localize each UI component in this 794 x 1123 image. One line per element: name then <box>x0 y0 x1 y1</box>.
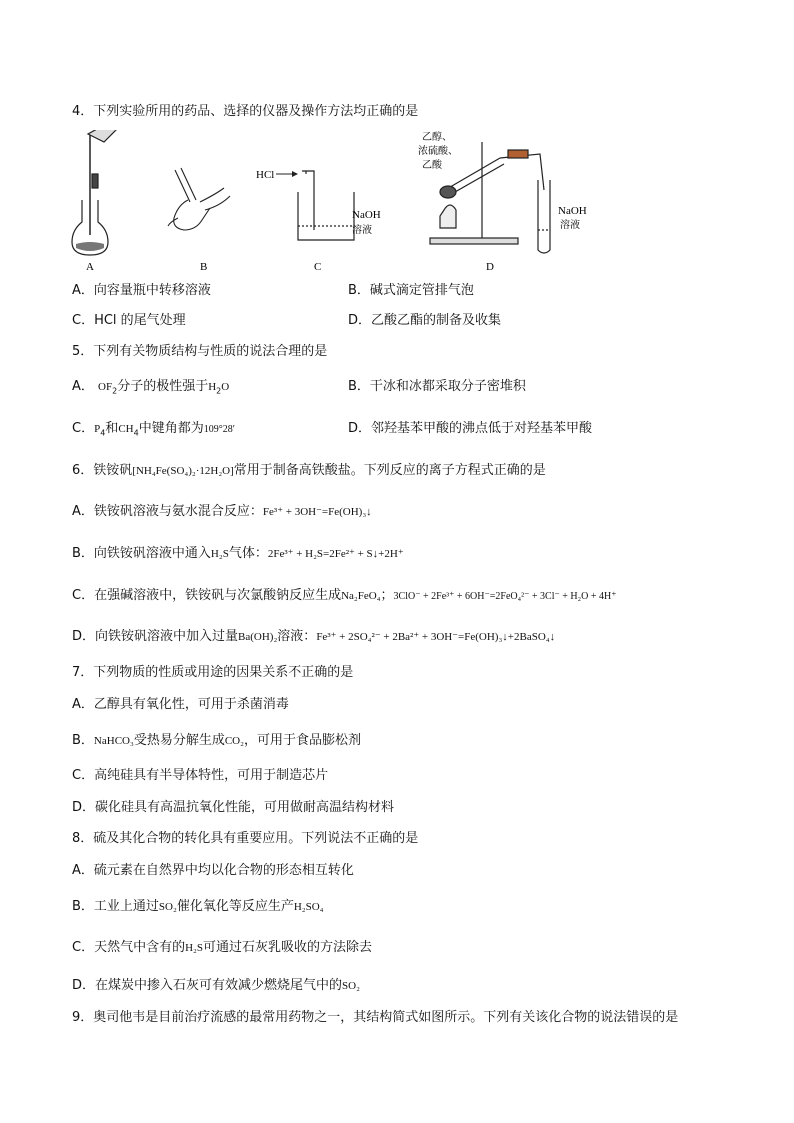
q5-option-b: B．干冰和冰都采取分子密堆积 <box>348 379 526 394</box>
q8-option-c: C．天然气中含有的H₂S可通过石灰乳吸收的方法除去 <box>72 940 372 955</box>
q4-option-a: A．向容量瓶中转移溶液 <box>72 283 211 298</box>
fig-label-d: D <box>486 261 494 273</box>
fig-label-b: B <box>200 261 208 273</box>
fig-d-solution: 溶液 <box>560 220 580 231</box>
volumetric-flask-figure <box>72 130 116 255</box>
distillation-setup-figure <box>430 142 550 253</box>
q4-stem: 4．下列实验所用的药品、选择的仪器及操作方法均正确的是 <box>72 104 419 119</box>
q6-option-c: C．在强碱溶液中，铁铵矾与次氯酸钠反应生成Na₂FeO₄；3ClO⁻ + 2Fe³⁺ + 6OH⁻=2FeO₄²⁻ + 3Cl⁻ + H₂O + 4H⁺ <box>72 588 617 603</box>
q5-option-d: D．邻羟基苯甲酸的沸点低于对羟基苯甲酸 <box>348 421 593 436</box>
q7-option-d: D．碳化硅具有高温抗氧化性能，可用做耐高温结构材料 <box>72 800 395 815</box>
fig-d-naoh: NaOH <box>558 205 587 217</box>
q8-option-a: A．硫元素在自然界中均以化合物的形态相互转化 <box>72 863 354 878</box>
fig-label-a: A <box>86 261 94 273</box>
q8-option-b: B．工业上通过SO₂催化氧化等反应生产H₂SO₄ <box>72 899 324 914</box>
fig-c-naoh: NaOH <box>352 209 381 221</box>
fig-d-reagent-2: 浓硫酸、 <box>418 146 458 157</box>
q8-stem: 8．硫及其化合物的转化具有重要应用。下列说法不正确的是 <box>72 831 419 846</box>
q6-option-a: A．铁铵矾溶液与氨水混合反应：Fe³⁺ + 3OH⁻=Fe(OH)₃↓ <box>72 504 372 519</box>
q7-option-c: C．高纯硅具有半导体特性，可用于制造芯片 <box>72 768 329 783</box>
fig-d-reagent-1: 乙醇、 <box>422 132 452 143</box>
q6-option-b: B．向铁铵矾溶液中通入H₂S气体：2Fe³⁺ + H₂S=2Fe²⁺ + S↓+2H⁺ <box>72 546 404 561</box>
q4-apparatus-figure <box>70 130 630 275</box>
q8-option-d: D．在煤炭中掺入石灰可有效减少燃烧尾气中的SO₂ <box>72 978 360 993</box>
fig-c-solution: 溶液 <box>352 225 372 236</box>
fig-c-hcl: HCl <box>256 169 275 181</box>
q7-option-a: A．乙醇具有氧化性，可用于杀菌消毒 <box>72 697 289 712</box>
q7-option-b: B．NaHCO₃受热易分解生成CO₂，可用于食品膨松剂 <box>72 733 361 748</box>
q6-stem: 6．铁铵矾[NH₄Fe(SO₄)₂·12H₂O]常用于制备高铁酸盐。下列反应的离子方程式正确的是 <box>72 463 546 478</box>
q4-option-c: C．HCl 的尾气处理 <box>72 313 186 328</box>
fig-label-c: C <box>314 261 322 273</box>
fig-d-reagent-3: 乙酸 <box>422 160 442 171</box>
beaker-figure <box>298 171 354 240</box>
q5-option-c: C．$P_4$和$CH_4$中键角都为109°28′ <box>72 421 235 438</box>
q5-stem: 5．下列有关物质结构与性质的说法合理的是 <box>72 344 328 359</box>
q4-option-b: B．碱式滴定管排气泡 <box>348 283 474 298</box>
q6-option-d: D．向铁铵矾溶液中加入过量Ba(OH)₂溶液：Fe³⁺ + 2SO₄²⁻ + 2Ba²⁺ + 3OH⁻=Fe(OH)₃↓+2BaSO₄↓ <box>72 629 556 644</box>
q4-option-d: D．乙酸乙酯的制备及收集 <box>348 313 502 328</box>
q9-stem: 9．奥司他韦是目前治疗流感的最常用药物之一，其结构简式如图所示。下列有关该化合物的说法错误的是 <box>72 1010 679 1025</box>
q5-option-a: A． $OF_2$分子的极性强于$H_2O$ <box>72 379 230 396</box>
burette-hand-figure <box>168 168 230 230</box>
q7-stem: 7．下列物质的性质或用途的因果关系不正确的是 <box>72 665 354 680</box>
